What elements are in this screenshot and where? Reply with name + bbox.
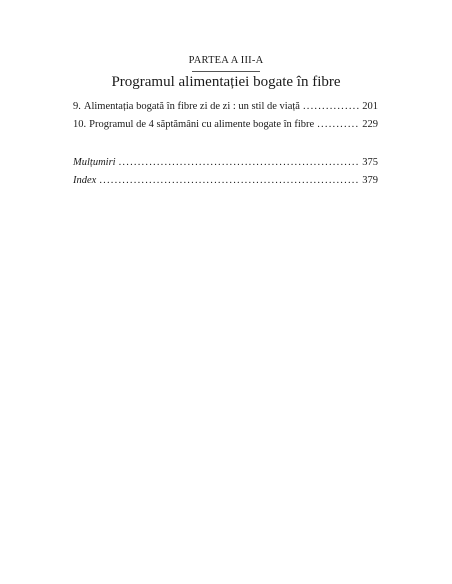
back-matter-page-number: 375: [362, 157, 378, 168]
chapter-title: Alimentația bogată în fibre zi de zi : un stil de viață: [83, 101, 300, 112]
toc-entry-index[interactable]: [73, 172, 378, 190]
toc-entry-chapter-10[interactable]: [73, 116, 378, 134]
chapter-page-number: 229: [362, 119, 378, 130]
toc-entry-chapter-9[interactable]: [73, 98, 378, 116]
dot-leader: [317, 116, 359, 134]
chapter-title: Programul de 4 săptămâni cu alimente bogate în fibre: [89, 119, 315, 130]
back-matter-list: [73, 154, 378, 190]
dot-leader: [303, 98, 359, 116]
back-matter-title: Index: [73, 175, 97, 186]
part-divider: [192, 71, 260, 72]
chapter-list: [73, 98, 378, 134]
dot-leader: [119, 154, 360, 172]
chapter-page-number: 201: [362, 101, 378, 112]
back-matter-title: Mulțumiri: [73, 157, 116, 168]
back-matter-page-number: 379: [362, 175, 378, 186]
chapter-number: 9.: [73, 101, 81, 112]
part-title: Programul alimentației bogate în fibre: [111, 74, 341, 90]
dot-leader: [99, 172, 359, 190]
chapter-number: 10.: [73, 119, 87, 130]
part-label: PARTEA A III-A: [188, 55, 264, 66]
toc-entry-acknowledgements[interactable]: [73, 154, 378, 172]
